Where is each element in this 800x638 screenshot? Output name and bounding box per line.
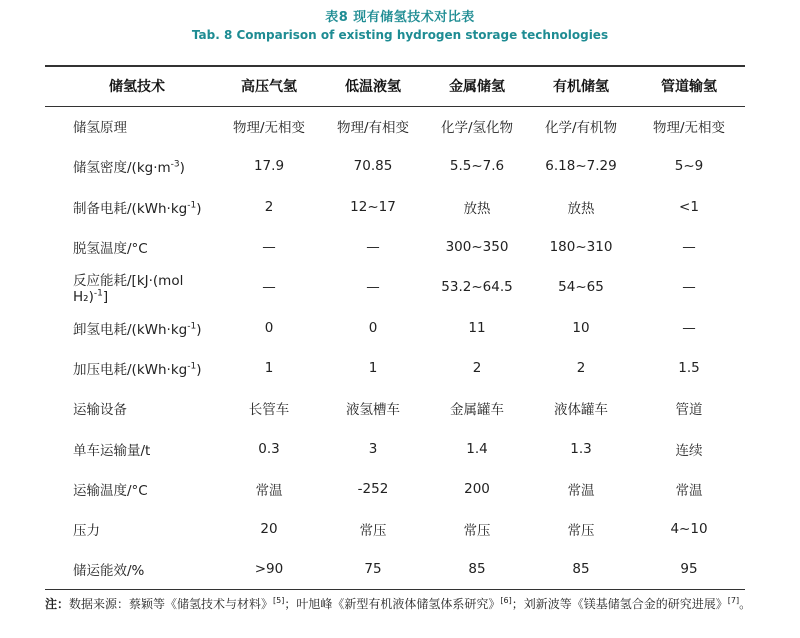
table-cell: 1.3: [570, 440, 592, 457]
table-cell: 放热: [463, 200, 491, 217]
header-cell: 管道输氢: [633, 66, 745, 106]
header-cell: 有机储氢: [529, 66, 633, 106]
row-label: 单车运输量/t: [73, 442, 151, 459]
table-cell: 200: [464, 480, 490, 497]
row-label-superscript: -1: [187, 361, 197, 372]
row-label-superscript: -1: [187, 200, 197, 211]
row-label: 储氢密度/(kg·m: [73, 160, 171, 177]
note-text: ；叶旭峰《新型有机液体储氢体系研究》: [284, 597, 501, 611]
row-label: 脱氢温度/°C: [73, 241, 148, 258]
table-cell: 放热: [567, 200, 595, 217]
table-cell: 常压: [359, 523, 387, 540]
note-text: 数据来源：蔡颖等《储氢技术与材料》: [69, 597, 274, 611]
note-reference: [6]: [500, 596, 512, 605]
table-row: [45, 388, 745, 428]
row-label-suffix: ): [196, 321, 202, 338]
table-cell: 10: [572, 319, 590, 336]
row-label: 储氢原理: [73, 120, 127, 137]
table-note: [45, 595, 757, 614]
table-row: [45, 267, 745, 307]
note-reference: [5]: [273, 596, 285, 605]
header-cell: 储氢技术: [45, 66, 217, 106]
table-cell: -252: [357, 480, 389, 497]
row-label-superscript: -1: [187, 321, 197, 332]
table-cell: 液体罐车: [554, 402, 608, 419]
table-cell: 0: [264, 319, 274, 336]
row-label-cell: [45, 469, 217, 509]
row-label: 反应能耗/[kJ·(mol H₂): [73, 273, 184, 306]
row-label-cell: [45, 307, 217, 347]
table-cell: 常压: [567, 523, 595, 540]
table-cell: 85: [425, 549, 529, 589]
row-label-cell: [45, 227, 217, 267]
table-cell: 管道: [675, 402, 703, 419]
row-label-cell: [45, 509, 217, 549]
row-label: 运输设备: [73, 402, 127, 419]
table-row: [45, 428, 745, 468]
table-cell: 常温: [255, 482, 283, 499]
row-label: 储运能效/%: [73, 563, 145, 580]
table-cell: 物理/无相变: [652, 120, 726, 137]
row-label-suffix: ): [179, 160, 185, 177]
table-header-row: [45, 66, 745, 106]
table-row: [45, 106, 745, 146]
table-cell: 物理/有相变: [336, 120, 410, 137]
table-cell: 20: [260, 521, 278, 538]
table-row: [45, 469, 745, 509]
table-cell: 300~350: [445, 239, 509, 256]
table-cell: 1: [368, 359, 378, 376]
row-label-superscript: -1: [93, 288, 103, 299]
table-cell: 2: [472, 359, 482, 376]
row-label-cell: [45, 388, 217, 428]
table-cell: —: [366, 279, 380, 296]
table-cell: 1: [264, 359, 274, 376]
table-cell: 液氢槽车: [346, 402, 400, 419]
row-label-suffix: ): [196, 361, 202, 378]
table-cell: 75: [321, 549, 425, 589]
row-label: 制备电耗/(kWh·kg: [73, 200, 188, 217]
table-cell: 4~10: [670, 521, 708, 538]
table-cell: 1.4: [466, 440, 488, 457]
row-label-cell: [45, 106, 217, 146]
table-cell: —: [366, 239, 380, 256]
table-cell: 化学/氢化物: [440, 120, 514, 137]
table-cell: 2: [264, 198, 274, 215]
row-label-suffix: ]: [102, 289, 109, 306]
table-cell: 1.5: [678, 359, 700, 376]
table-cell: >90: [217, 549, 321, 589]
table-cell: 12~17: [350, 198, 396, 215]
table-cell: 连续: [675, 442, 703, 459]
table-row: [45, 227, 745, 267]
table-cell: —: [682, 279, 696, 296]
note-reference: [7]: [727, 596, 740, 605]
table-cell: 53.2~64.5: [441, 279, 513, 296]
table-cell: 11: [468, 319, 486, 336]
table-cell: 2: [576, 359, 586, 376]
table-row: [45, 307, 745, 347]
table-row: [45, 509, 745, 549]
table-row: [45, 187, 745, 227]
table-cell: 0: [368, 319, 378, 336]
table-cell: <1: [679, 198, 699, 215]
table-cell: 5~9: [674, 158, 704, 175]
table-row: [45, 146, 745, 186]
row-label-cell: [45, 267, 217, 307]
table-cell: 常压: [463, 523, 491, 540]
table-cell: —: [682, 239, 696, 256]
table-cell: —: [262, 279, 276, 296]
table-cell: 3: [368, 440, 378, 457]
table-cell: 常温: [567, 482, 595, 499]
table-cell: —: [682, 319, 696, 336]
table-cell: —: [262, 239, 276, 256]
table-cell: 长管车: [248, 402, 290, 419]
note-label: 注：: [45, 597, 70, 611]
row-label-superscript: -3: [170, 159, 180, 170]
header-cell: 高压气氢: [217, 66, 321, 106]
note-text: ；刘新波等《镁基储氢合金的研究进展》: [511, 597, 728, 611]
table-cell: 5.5~7.6: [449, 158, 505, 175]
header-cell: 金属储氢: [425, 66, 529, 106]
table-cell: 物理/无相变: [232, 120, 306, 137]
row-label: 运输温度/°C: [73, 482, 148, 499]
table-cell: 化学/有机物: [544, 120, 618, 137]
row-label-cell: [45, 187, 217, 227]
row-label-cell: [45, 549, 217, 589]
table-cell: 金属罐车: [450, 402, 504, 419]
note-text: 。: [739, 597, 752, 611]
row-label-cell: [45, 348, 217, 388]
row-label-cell: [45, 146, 217, 186]
row-label: 加压电耗/(kWh·kg: [73, 361, 188, 378]
table-cell: 54~65: [558, 279, 604, 296]
row-label-suffix: ): [196, 200, 202, 217]
table-body: [45, 106, 745, 590]
table-cell: 95: [633, 549, 745, 589]
row-label: 卸氢电耗/(kWh·kg: [73, 321, 188, 338]
table-cell: 85: [529, 549, 633, 589]
row-label: 压力: [73, 523, 100, 540]
table-cell: 6.18~7.29: [545, 158, 617, 175]
row-label-cell: [45, 428, 217, 468]
header-cell: 低温液氢: [321, 66, 425, 106]
table-cell: 17.9: [253, 158, 285, 175]
table-title-en: Tab. 8 Comparison of existing hydrogen storage technologies: [191, 28, 609, 42]
table-title-cn: 表8 现有储氢技术对比表: [325, 10, 475, 25]
table-cell: 0.3: [258, 440, 280, 457]
table-cell: 180~310: [549, 239, 613, 256]
table-row: [45, 348, 745, 388]
table-cell: 70.85: [353, 158, 393, 175]
comparison-table: [45, 65, 745, 590]
table-cell: 常温: [675, 482, 703, 499]
table-row: [45, 549, 745, 589]
